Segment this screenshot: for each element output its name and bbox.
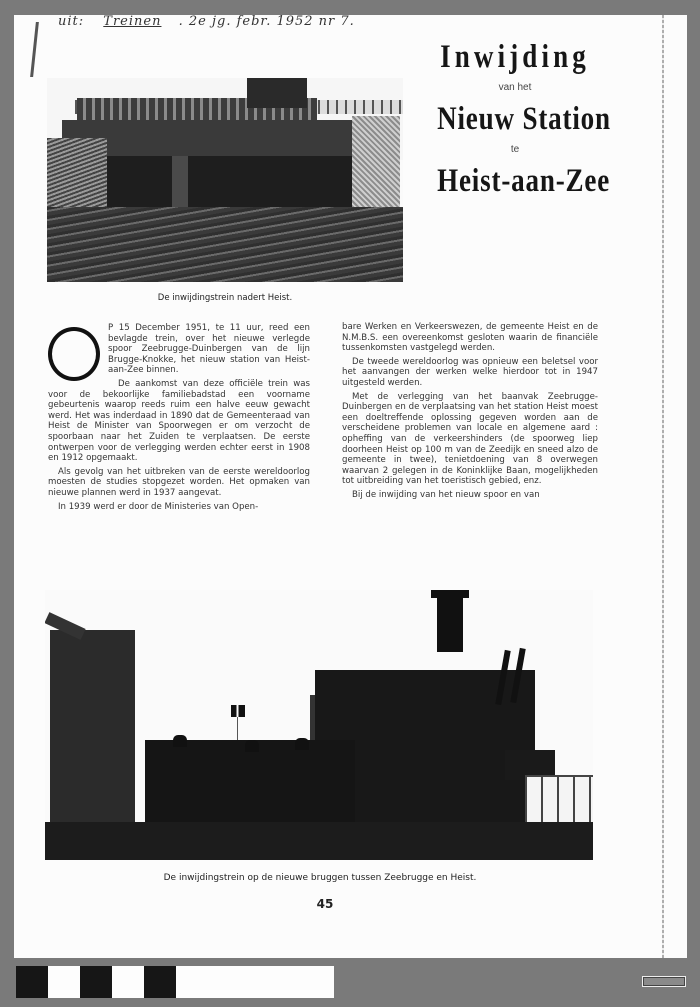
scan-calibration-bar bbox=[16, 966, 334, 998]
title-line-4: te bbox=[510, 144, 520, 155]
hat bbox=[173, 735, 187, 747]
photo-caption-top: De inwijdingstrein nadert Heist. bbox=[157, 293, 293, 303]
paragraph: De aankomst van deze officiële trein was voor de bekoorlijke familiebadstad een voorname gebeurtenis waarop reeds ruim een halve eeuw gewacht werd. Het was inderdaad in 1890 dat de Gemeenteraad van Heist de Minister van Spoorwegen er om verzocht de spoorbaan naar het Zuiden te verplaatsen. De eerste ontwerpen voor de verlegging werden echter eerst in 1908 en 1912 opgemaakt. bbox=[48, 378, 310, 464]
calibration-block-light bbox=[112, 966, 144, 998]
paragraph: Als gevolg van het uitbreken van de eerste wereldoorlog moesten de studies stopgezet worden. Het opmaken van nieuwe plannen werd in 1937 aangevat. bbox=[48, 466, 310, 498]
article-column-right bbox=[342, 322, 598, 504]
title-line-1: Inwijding bbox=[440, 39, 590, 75]
flag bbox=[231, 705, 245, 717]
handwritten-source-note bbox=[58, 14, 355, 29]
note-details: . 2e jg. febr. 1952 nr 7. bbox=[178, 14, 355, 29]
page-fold-line bbox=[662, 15, 664, 958]
article-title bbox=[420, 38, 610, 200]
locomotive bbox=[247, 78, 307, 108]
photo-bridge-train bbox=[47, 78, 403, 282]
chimney bbox=[437, 592, 463, 652]
calibration-block-dark bbox=[16, 966, 48, 998]
paragraph: In 1939 werd er door de Ministeries van Open- bbox=[58, 501, 259, 512]
paragraph: bare Werken en Verkeerswezen, de gemeente Heist en de N.M.B.S. een overeenkomst gesloten waarin de financiële tussenkomsten vastgelegd werden. bbox=[342, 322, 598, 354]
calibration-block-white bbox=[176, 966, 334, 998]
archive-label-tag bbox=[642, 976, 686, 987]
page-number: 45 bbox=[316, 897, 334, 911]
hat bbox=[295, 738, 309, 750]
paragraph: De tweede wereldoorlog was opnieuw een beletsel voor het aanvangen der werken welke hierdoor tot in 1947 uitgesteld werden. bbox=[342, 356, 598, 388]
title-line-5: Heist-aan-Zee bbox=[437, 163, 611, 199]
paragraph: Bij de inwijding van het nieuw spoor en van bbox=[352, 489, 540, 500]
photo-caption-bottom: De inwijdingstrein op de nieuwe bruggen tussen Zeebrugge en Heist. bbox=[163, 873, 477, 883]
ground bbox=[47, 207, 403, 282]
calibration-block-dark bbox=[80, 966, 112, 998]
title-line-2: van het bbox=[498, 82, 532, 93]
dropcap-letter-o bbox=[48, 327, 100, 381]
calibration-block-light bbox=[48, 966, 80, 998]
paragraph: P 15 December 1951, te 11 uur, reed een bevlagde trein, over het nieuwe verlegde spoor Zeebrugge-Duinbergen van de lijn Brugge-Knokke, het nieuw station van Heist-aan-Zee binnen. bbox=[108, 323, 310, 376]
photo-officials-locomotive bbox=[45, 590, 593, 860]
article-column-left bbox=[48, 323, 310, 515]
note-prefix: uit: bbox=[58, 14, 85, 29]
title-line-3: Nieuw Station bbox=[437, 101, 611, 137]
track-bed bbox=[45, 822, 593, 860]
calibration-block-dark bbox=[144, 966, 176, 998]
bridge-deck bbox=[62, 120, 362, 156]
hat bbox=[245, 740, 259, 752]
embankment bbox=[47, 138, 107, 218]
note-source: Treinen bbox=[103, 14, 162, 29]
bridge-railing bbox=[525, 775, 593, 822]
paragraph: Met de verlegging van het baanvak Zeebrugge-Duinbergen en de verplaatsing van het station Heist moest een doeltreffende oplossing gegeven worden aan de verscheidene problemen van locale en algemene aard : opheffing van de verkeershinders (de spoorweg liep doorheen Heist op 100 m van de Zeedijk en sneed alzo de gemeente in twee), tenietdoening van 8 overwegen waarvan 2 gelegen in de Koninklijke Baan, mogelijkheden tot uitbreiding van het toeristisch gebied, enz. bbox=[342, 391, 598, 487]
